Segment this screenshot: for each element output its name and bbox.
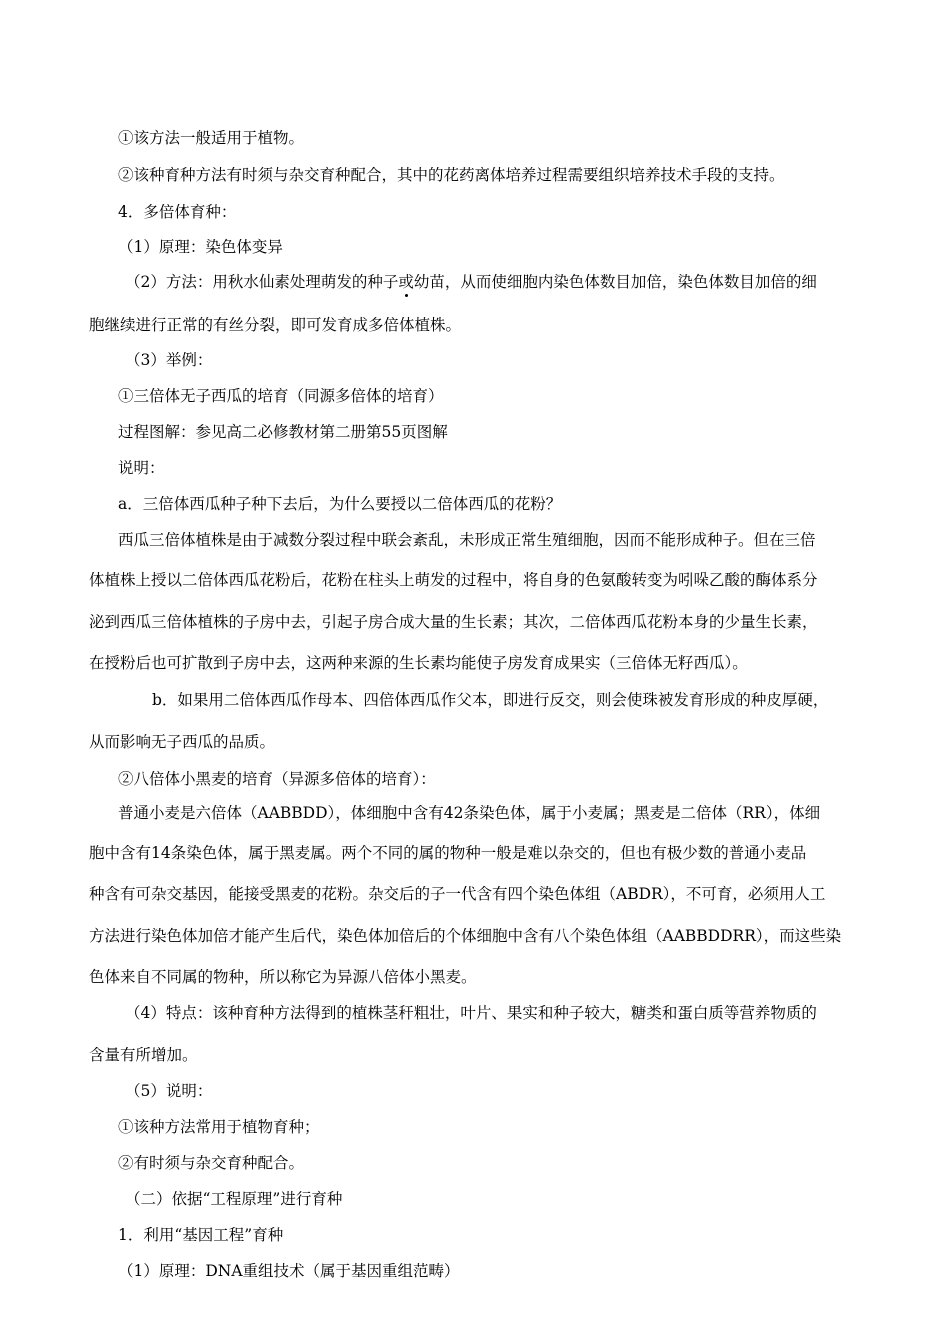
text-line: 含量有所增加。	[89, 1046, 198, 1064]
text-line: ①该方法一般适用于植物。	[118, 129, 305, 147]
text-line: （3）举例：	[125, 351, 213, 369]
text-line: （1）原理：DNA重组技术（属于基因重组范畴）	[118, 1262, 460, 1280]
text-line: b．如果用二倍体西瓜作母本、四倍体西瓜作父本，即进行反交，则会使珠被发育形成的种皮厚硬，	[152, 691, 829, 709]
text-line: 西瓜三倍体植株是由于减数分裂过程中联会紊乱，未形成正常生殖细胞，因而不能形成种子。但在三倍	[118, 531, 816, 549]
text-line: 在授粉后也可扩散到子房中去，这两种来源的生长素均能使子房发育成果实（三倍体无籽西瓜）。	[89, 654, 748, 672]
text-line: 体植株上授以二倍体西瓜花粉后，花粉在柱头上萌发的过程中，将自身的色氨酸转变为吲哚乙酸的酶体系分	[89, 571, 818, 589]
text-line: 过程图解：参见高二必修教材第二册第55页图解	[118, 423, 448, 441]
text-line: ①该种方法常用于植物育种；	[118, 1118, 320, 1136]
text-line: 种含有可杂交基因，能接受黑麦的花粉。杂交后的子一代含有四个染色体组（ABDR），不可育，必须用人工	[89, 885, 826, 903]
section-heading: （二）依据“工程原理”进行育种	[125, 1190, 343, 1208]
emphasis-dotted-text: 种子或幼苗	[367, 273, 445, 291]
text-line: 方法进行染色体加倍才能产生后代，染色体加倍后的个体细胞中含有八个染色体组（AABBDDRR），而这些染	[89, 927, 842, 945]
text-line: ②有时须与杂交育种配合。	[118, 1154, 305, 1172]
text-segment: （2）方法：用秋水仙素处理萌发的	[125, 273, 368, 291]
text-line: ②八倍体小黑麦的培育（异源多倍体的培育）：	[118, 770, 436, 788]
text-line: 说明：	[118, 459, 165, 477]
text-line: a．三倍体西瓜种子种下去后，为什么要授以二倍体西瓜的花粉？	[118, 495, 562, 513]
text-line: ②该种育种方法有时须与杂交育种配合，其中的花药离体培养过程需要组织培养技术手段的支持。	[118, 166, 785, 184]
section-heading: 1．利用“基因工程”育种	[118, 1226, 284, 1244]
text-line: 从而影响无子西瓜的品质。	[89, 733, 276, 751]
text-segment: ，从而使细胞内染色体数目加倍，染色体数目加倍的细	[444, 273, 817, 291]
text-line: （1）原理：染色体变异	[118, 238, 283, 256]
text-line: （4）特点：该种育种方法得到的植株茎秆粗壮，叶片、果实和种子较大，糖类和蛋白质等营养物质的	[125, 1004, 817, 1022]
text-line: （5）说明：	[125, 1082, 213, 1100]
section-heading: 4．多倍体育种：	[118, 203, 237, 221]
text-line: 色体来自不同属的物种，所以称它为异源八倍体小黑麦。	[89, 968, 477, 986]
text-line: 胞继续进行正常的有丝分裂，即可发育成多倍体植株。	[89, 316, 462, 334]
text-line: 普通小麦是六倍体（AABBDD），体细胞中含有42条染色体，属于小麦属；黑麦是二倍体（RR），体细	[118, 804, 821, 822]
text-line: 胞中含有14条染色体，属于黑麦属。两个不同的属的物种一般是难以杂交的，但也有极少数的普通小麦品	[89, 844, 807, 862]
text-line: ①三倍体无子西瓜的培育（同源多倍体的培育）	[118, 387, 444, 405]
text-line: 泌到西瓜三倍体植株的子房中去，引起子房合成大量的生长素；其次，二倍体西瓜花粉本身的少量生长素，	[89, 613, 818, 631]
text-line	[125, 272, 817, 292]
